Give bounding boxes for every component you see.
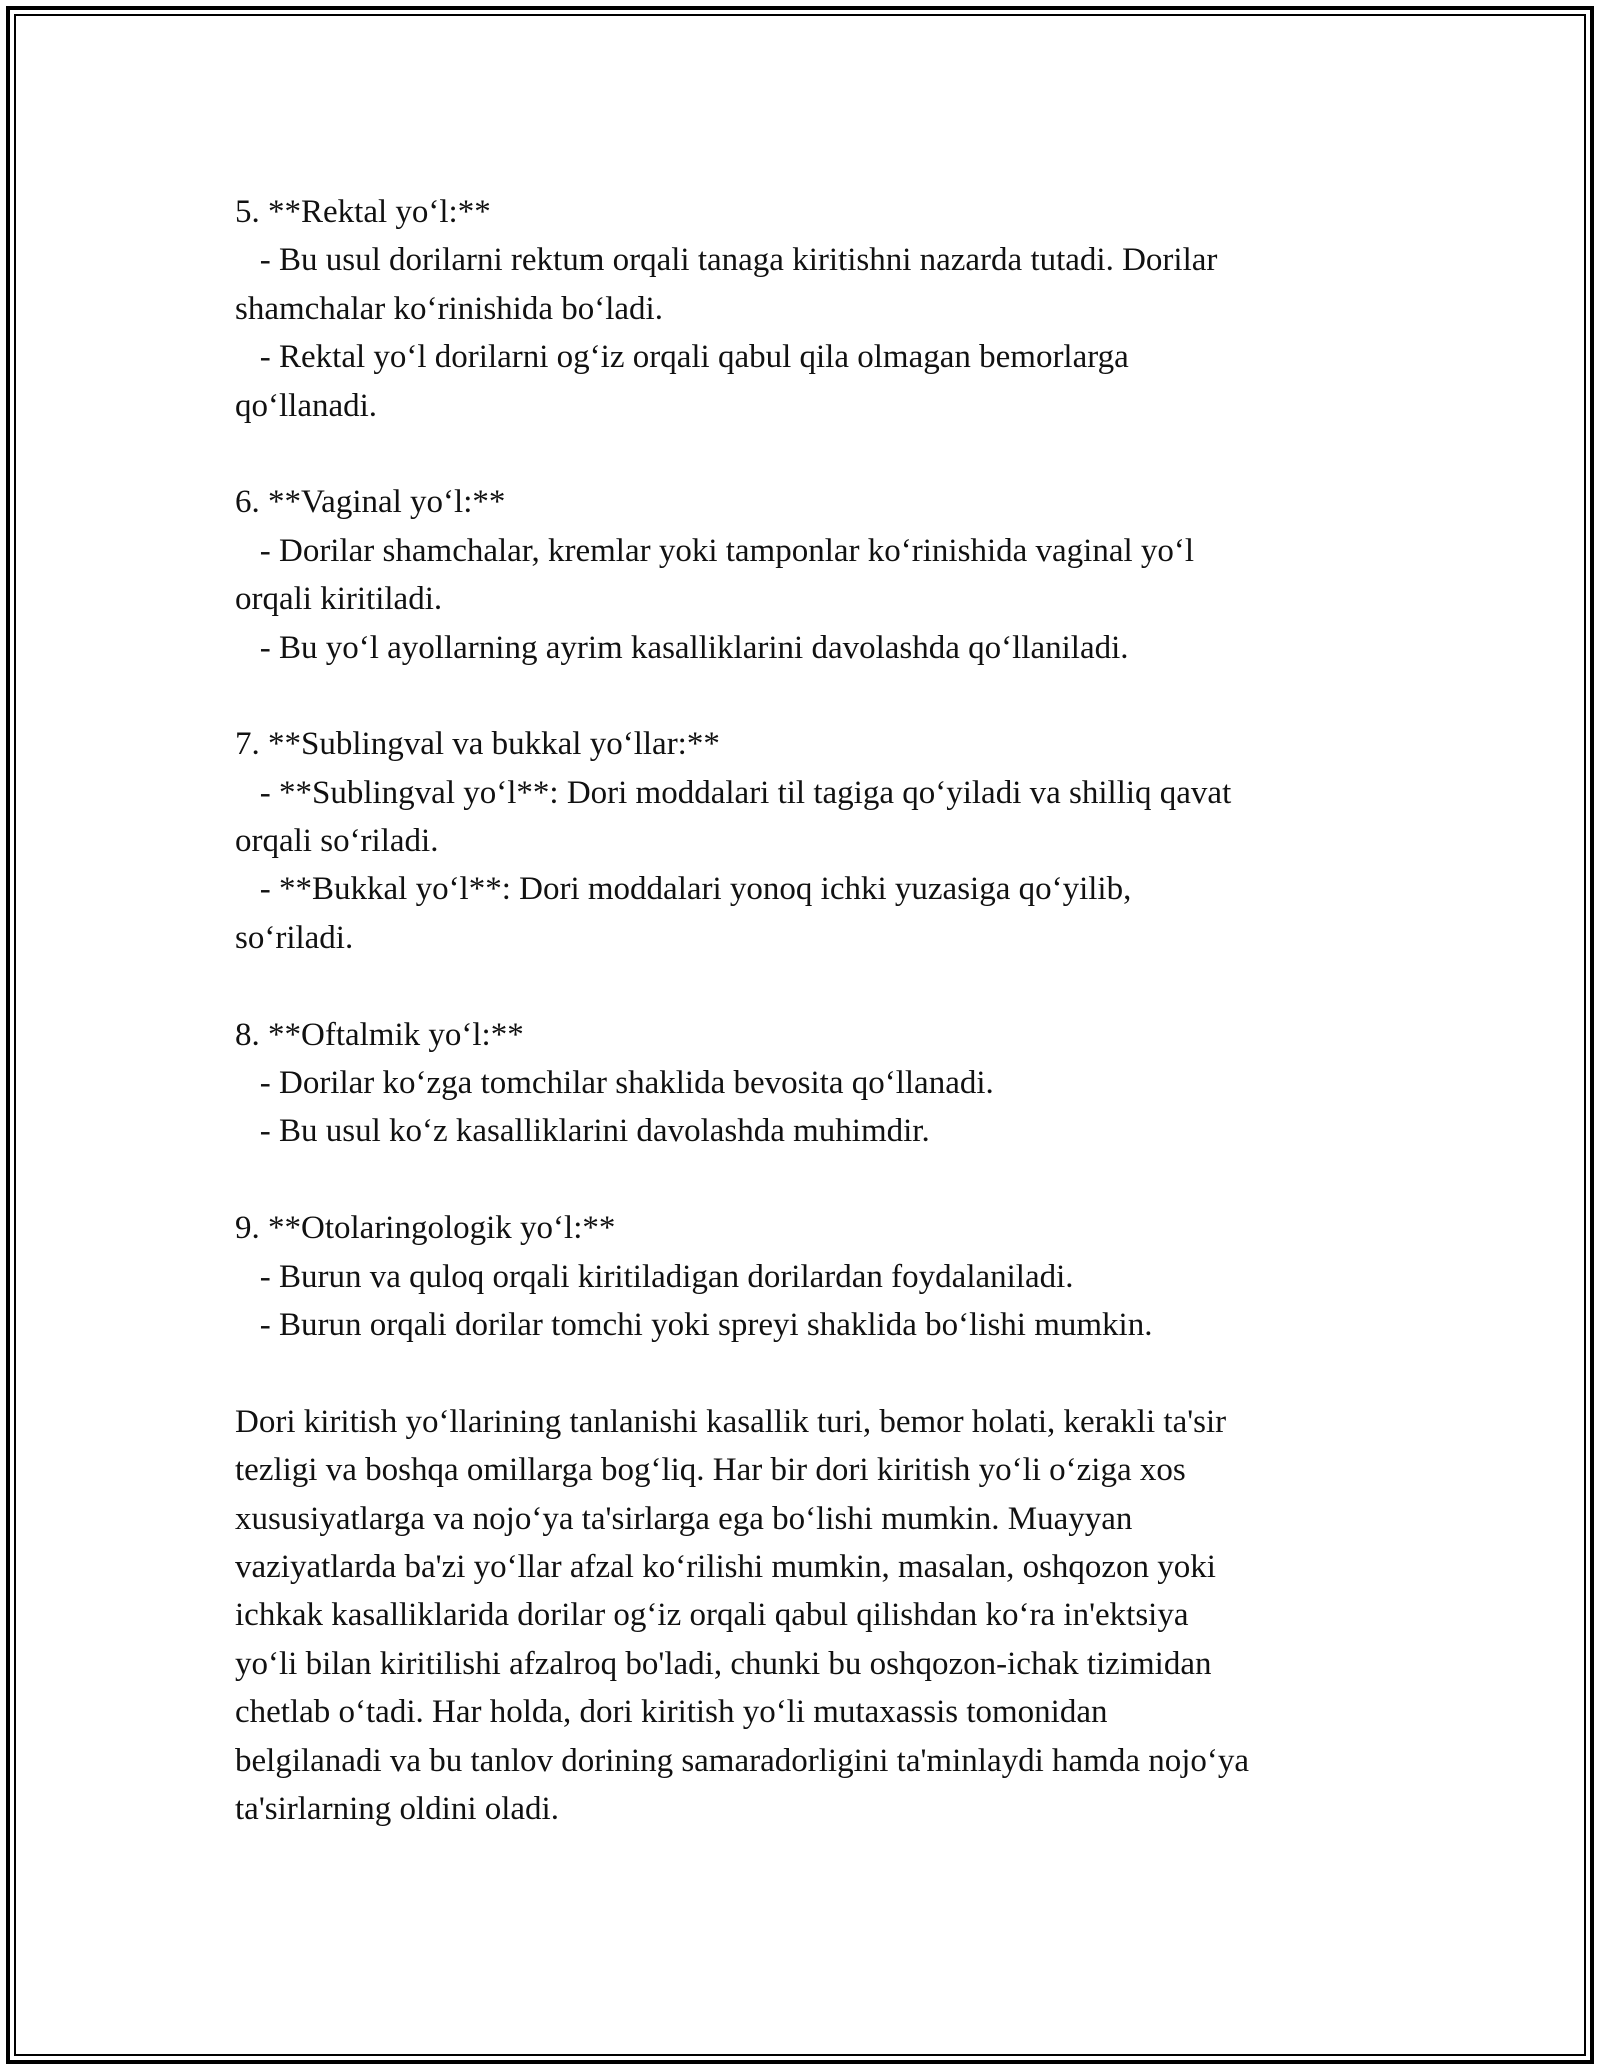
paragraph-line: belgilanadi va bu tanlov dorining samaradorligini ta'minlaydi hamda nojo‘ya [235, 1742, 1250, 1779]
section-sublingval-bukkal [235, 720, 1385, 962]
paragraph-line: vaziyatlarda ba'zi yo‘llar afzal ko‘rilishi mumkin, masalan, oshqozon yoki [235, 1548, 1216, 1585]
section-line: so‘riladi. [235, 919, 354, 956]
paragraph-line: ta'sirlarning oldini oladi. [235, 1790, 559, 1827]
paragraph-gap [235, 962, 1385, 1010]
paragraph-gap [235, 1156, 1385, 1204]
section-line: - Bu usul ko‘z kasalliklarini davolashda muhimdir. [235, 1113, 930, 1150]
section-heading: 5. **Rektal yo‘l:** [235, 194, 491, 230]
section-line: - Dorilar shamchalar, kremlar yoki tamponlar ko‘rinishida vaginal yo‘l [235, 532, 1195, 569]
section-heading: 7. **Sublingval va bukkal yo‘llar:** [235, 726, 720, 763]
section-line: - Burun va quloq orqali kiritiladigan dorilardan foydalaniladi. [235, 1258, 1074, 1295]
paragraph-line: yo‘li bilan kiritilishi afzalroq bo'ladi, chunki bu oshqozon-ichak tizimidan [235, 1645, 1212, 1682]
section-line: - **Bukkal yo‘l**: Dori moddalari yonoq ichki yuzasiga qo‘yilib, [235, 871, 1132, 908]
section-line: - Bu yo‘l ayollarning ayrim kasalliklarini davolashda qo‘llaniladi. [235, 629, 1129, 666]
paragraph-gap [235, 430, 1385, 478]
section-heading: 8. **Oftalmik yo‘l:** [235, 1016, 524, 1053]
section-line: orqali kiritiladi. [235, 581, 443, 618]
paragraph-line: ichkak kasalliklarida dorilar og‘iz orqali qabul qilishdan ko‘ra in'ektsiya [235, 1597, 1189, 1634]
section-heading: 6. **Vaginal yo‘l:** [235, 484, 506, 521]
section-line: qo‘llanadi. [235, 387, 378, 424]
section-line: - Bu usul dorilarni rektum orqali tanaga kiritishni nazarda tutadi. Dorilar [235, 242, 1218, 279]
section-vaginal [235, 478, 1385, 672]
paragraph-line: Dori kiritish yo‘llarining tanlanishi kasallik turi, bemor holati, kerakli ta'sir [235, 1403, 1227, 1440]
paragraph-line: xususiyatlarga va nojo‘ya ta'sirlarga ega bo‘lishi mumkin. Muayyan [235, 1500, 1133, 1537]
section-heading: 9. **Otolaringologik yo‘l:** [235, 1210, 616, 1247]
paragraph-line: tezligi va boshqa omillarga bog‘liq. Har bir dori kiritish yo‘li o‘ziga xos [235, 1452, 1186, 1489]
section-line: - Burun orqali dorilar tomchi yoki spreyi shaklida bo‘lishi mumkin. [235, 1306, 1153, 1343]
section-rektal [235, 188, 1385, 430]
section-line: shamchalar ko‘rinishida bo‘ladi. [235, 290, 663, 327]
section-otolaringologik [235, 1204, 1385, 1349]
paragraph-gap [235, 672, 1385, 720]
conclusion-paragraph [235, 1398, 1385, 1834]
section-line: - **Sublingval yo‘l**: Dori moddalari til tagiga qo‘yiladi va shilliq qavat [235, 774, 1232, 811]
section-line: - Rektal yo‘l dorilarni og‘iz orqali qabul qila olmagan bemorlarga [235, 339, 1129, 376]
section-line: orqali so‘riladi. [235, 823, 439, 860]
document-body [235, 188, 1385, 1833]
paragraph-line: chetlab o‘tadi. Har holda, dori kiritish yo‘li mutaxassis tomonidan [235, 1694, 1108, 1731]
paragraph-gap [235, 1349, 1385, 1397]
section-oftalmik [235, 1011, 1385, 1156]
section-line: - Dorilar ko‘zga tomchilar shaklida bevosita qo‘llanadi. [235, 1065, 994, 1102]
